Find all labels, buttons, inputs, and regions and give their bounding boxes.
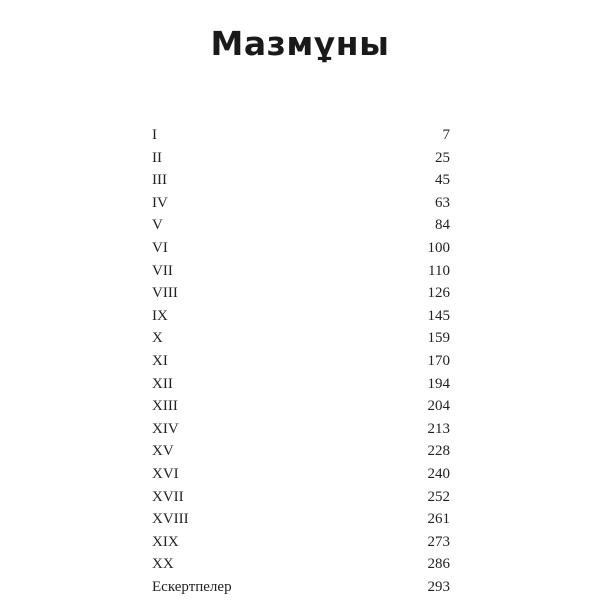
toc-chapter-label: XVIII bbox=[152, 511, 189, 528]
toc-row-13[interactable] bbox=[152, 395, 450, 418]
toc-row-15[interactable] bbox=[152, 440, 450, 463]
toc-row-10[interactable] bbox=[152, 327, 450, 350]
toc-row-8[interactable] bbox=[152, 282, 450, 305]
toc-page-number: 145 bbox=[427, 307, 450, 324]
toc-row-7[interactable] bbox=[152, 260, 450, 283]
toc-page-number: 63 bbox=[435, 194, 450, 211]
toc-chapter-label: XIX bbox=[152, 533, 179, 550]
toc-row-3[interactable] bbox=[152, 169, 450, 192]
toc-chapter-label: XX bbox=[152, 556, 174, 573]
toc-page-number: 159 bbox=[427, 330, 450, 347]
toc-row-14[interactable] bbox=[152, 418, 450, 441]
toc-row-11[interactable] bbox=[152, 350, 450, 373]
toc-page-number: 273 bbox=[427, 533, 450, 550]
toc-row-12[interactable] bbox=[152, 373, 450, 396]
toc-page-number: 170 bbox=[427, 352, 450, 369]
toc-page-number: 240 bbox=[427, 465, 450, 482]
toc-page-number: 293 bbox=[427, 578, 450, 595]
toc-chapter-label: XII bbox=[152, 375, 173, 392]
toc-row-1[interactable] bbox=[152, 124, 450, 147]
toc-chapter-label: XVII bbox=[152, 488, 184, 505]
toc-chapter-label: V bbox=[152, 217, 163, 234]
toc-chapter-label: VII bbox=[152, 262, 173, 279]
toc-chapter-label: I bbox=[152, 127, 157, 143]
toc-row-notes[interactable] bbox=[152, 576, 450, 599]
toc-chapter-label: VI bbox=[152, 239, 168, 256]
page-title: Мазмұны bbox=[210, 24, 390, 64]
toc-chapter-label: XI bbox=[152, 352, 168, 369]
toc-row-19[interactable] bbox=[152, 531, 450, 554]
toc-chapter-label: IV bbox=[152, 194, 168, 211]
toc-page-number: 45 bbox=[435, 172, 450, 189]
toc-page-number: 110 bbox=[428, 262, 450, 279]
toc-page-number: 194 bbox=[427, 375, 450, 392]
toc-row-2[interactable] bbox=[152, 147, 450, 170]
toc-row-9[interactable] bbox=[152, 305, 450, 328]
toc-page-number: 204 bbox=[427, 398, 450, 415]
toc-page-number: 84 bbox=[435, 217, 450, 234]
toc-chapter-label: VIII bbox=[152, 285, 178, 302]
toc-page-number: 7 bbox=[442, 127, 450, 143]
toc-page-number: 213 bbox=[427, 420, 450, 437]
toc-chapter-label: II bbox=[152, 149, 162, 166]
toc-chapter-label: XVI bbox=[152, 465, 179, 482]
toc-notes-label: Ескертпелер bbox=[152, 578, 232, 595]
toc-chapter-label: XIV bbox=[152, 420, 179, 437]
toc-page-number: 261 bbox=[427, 511, 450, 528]
toc-page-number: 25 bbox=[435, 149, 450, 166]
toc-row-6[interactable] bbox=[152, 237, 450, 260]
table-of-contents bbox=[152, 124, 450, 598]
toc-row-20[interactable] bbox=[152, 553, 450, 576]
toc-chapter-label: XIII bbox=[152, 398, 178, 415]
toc-page-number: 228 bbox=[427, 443, 450, 460]
toc-page-number: 126 bbox=[427, 285, 450, 302]
toc-chapter-label: XV bbox=[152, 443, 174, 460]
toc-row-18[interactable] bbox=[152, 508, 450, 531]
toc-row-5[interactable] bbox=[152, 214, 450, 237]
toc-row-17[interactable] bbox=[152, 486, 450, 509]
toc-chapter-label: X bbox=[152, 330, 163, 347]
toc-chapter-label: IX bbox=[152, 307, 168, 324]
toc-page-number: 100 bbox=[427, 239, 450, 256]
toc-page-number: 286 bbox=[427, 556, 450, 573]
toc-chapter-label: III bbox=[152, 172, 167, 189]
toc-row-16[interactable] bbox=[152, 463, 450, 486]
toc-row-4[interactable] bbox=[152, 192, 450, 215]
toc-page-number: 252 bbox=[427, 488, 450, 505]
